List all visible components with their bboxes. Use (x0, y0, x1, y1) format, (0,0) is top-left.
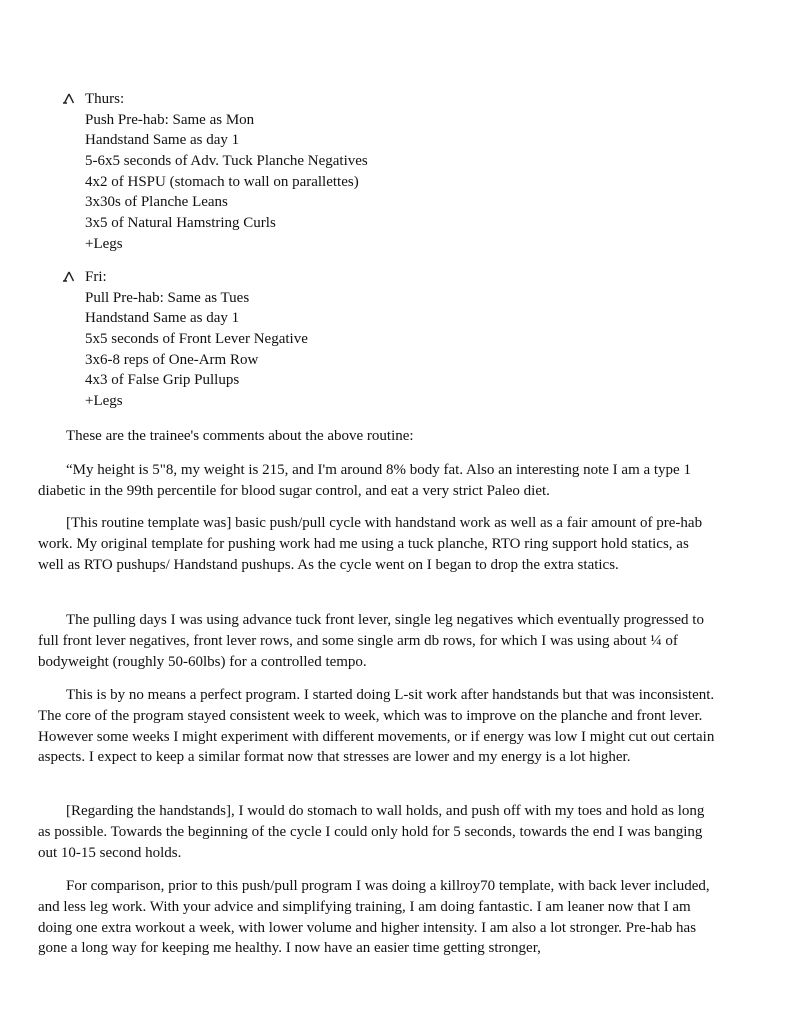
exercise-line: Handstand Same as day 1 (85, 132, 240, 149)
body-paragraph: “My height is 5"8, my weight is 215, and I'm around 8% body fat. Also an interesting note I am a type 1 diabetic in the 99th percentile for blood sugar control, and eat a very strict Paleo diet. (38, 462, 691, 499)
exercise-line: 4x2 of HSPU (stomach to wall on parallettes) (85, 173, 359, 190)
intro-paragraph: These are the trainee's comments about the above routine: (66, 428, 414, 444)
body-paragraph: This is by no means a perfect program. I started doing L-sit work after handstands but that was inconsistent. The core of the program stayed consistent week to week, which was to improve on the planche and front lever. However some weeks I might experiment with different movements, or if energy was low I might cut out certain aspects. I expect to keep a similar format now that stresses are lower and my energy is a lot higher. (38, 687, 715, 766)
day-heading: Thurs: (85, 91, 125, 107)
exercise-line: +Legs (85, 235, 123, 252)
exercise-line: 4x3 of False Grip Pullups (85, 372, 240, 389)
day-lines (85, 267, 308, 412)
exercise-line: Handstand Same as day 1 (85, 310, 240, 327)
exercise-line: +Legs (85, 393, 123, 410)
exercise-line: Pull Pre-hab: Same as Tues (85, 289, 250, 306)
body-paragraph: For comparison, prior to this push/pull program I was doing a killroy70 template, with back lever included, and less leg work. With your advice and simplifying training, I am doing fantastic. I am leaner now that I am doing one extra workout a week, with lower volume and higher intensity. I am also a lot stronger. Pre-hab has gone a long way for keeping me healthy. I now have an easier time getting stronger, (38, 878, 710, 957)
day-lines (85, 89, 368, 255)
body-paragraph: The pulling days I was using advance tuck front lever, single leg negatives which eventually progressed to full front lever negatives, front lever rows, and some single arm db rows, for which I was using about ¼ of bodyweight (roughly 50-60lbs) for a controlled tempo. (38, 612, 704, 670)
exercise-line: 3x5 of Natural Hamstring Curls (85, 215, 276, 232)
body-paragraph: [Regarding the handstands], I would do stomach to wall holds, and push off with my toes and hold as long as possible. Towards the beginning of the cycle I could only hold for 5 seconds, towards the end I was banging out 10-15 second holds. (38, 803, 705, 861)
day-heading: Fri: (85, 269, 107, 285)
exercise-line: 3x30s of Planche Leans (85, 194, 228, 211)
bullet-icon (62, 93, 76, 105)
bullet-icon (62, 271, 76, 283)
exercise-line: Push Pre-hab: Same as Mon (85, 111, 255, 128)
exercise-line: 5x5 seconds of Front Lever Negative (85, 331, 308, 348)
exercise-line: 5-6x5 seconds of Adv. Tuck Planche Negatives (85, 153, 368, 170)
body-paragraph: [This routine template was] basic push/pull cycle with handstand work as well as a fair amount of pre-hab work. My original template for pushing work had me using a tuck planche, RTO ring support hold statics, as well as RTO pushups/ Handstand pushups. As the cycle went on I began to drop the extra statics. (38, 515, 703, 573)
exercise-line: 3x6-8 reps of One-Arm Row (85, 351, 259, 368)
